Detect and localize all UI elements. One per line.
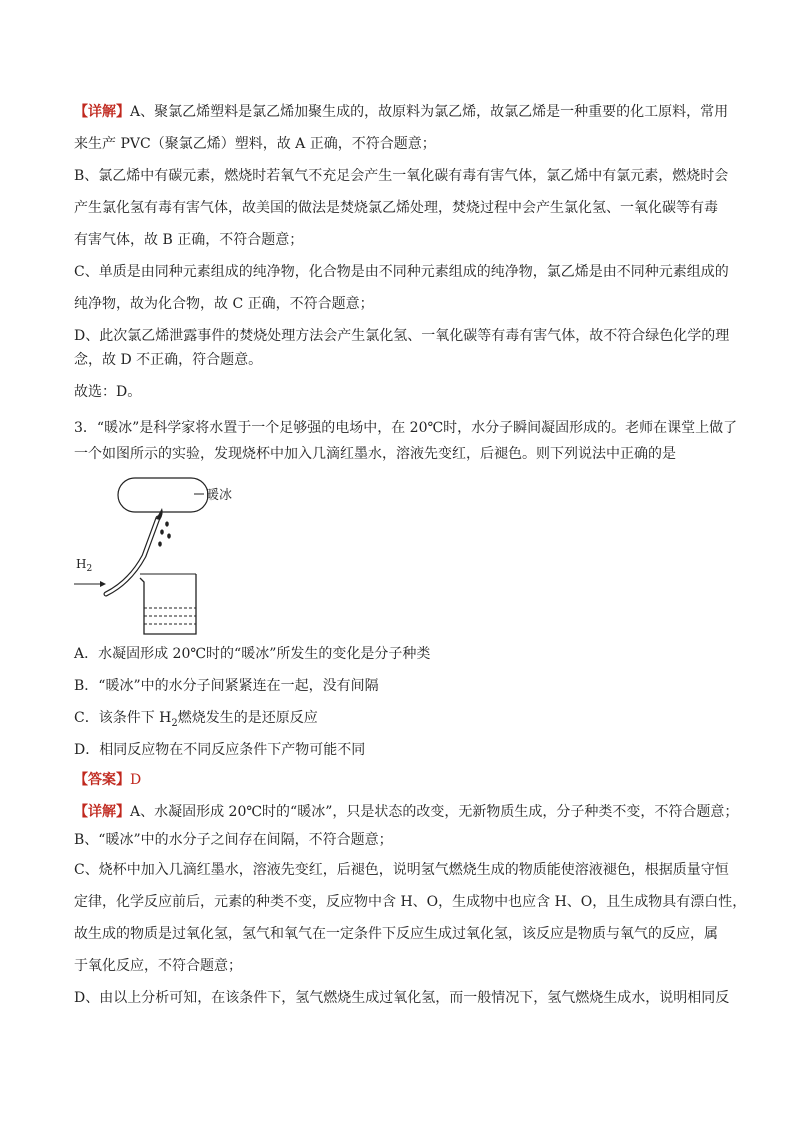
explain2-line-4: 定律，化学反应前后，元素的种类不变，反应物中含 H、O，生成物中也应含 H、O，且生成物具有漂白性， <box>74 894 747 910</box>
explain2-line-2: B、“暖冰”中的水分子之间存在间隔，不符合题意； <box>74 832 393 848</box>
answer-label: 【答案】 <box>74 772 130 788</box>
explain-line-7: 纯净物，故为化合物，故 C 正确，不符合题意； <box>74 296 374 312</box>
explain-line-3: B、氯乙烯中有碳元素，燃烧时若氧气不充足会产生一氧化碳有毒有害气体，氯乙烯中有氯元素，燃烧时会 <box>74 168 729 184</box>
answer-line <box>74 770 141 790</box>
experiment-figure <box>70 474 280 644</box>
explain2-line-3: C、烧杯中加入几滴红墨水，溶液先变红，后褪色，说明氢气燃烧生成的物质能使溶液褪色，根据质量守恒 <box>74 862 729 878</box>
warm-ice-block <box>118 478 208 512</box>
option-a: A．水凝固形成 20℃时的“暖冰”所发生的变化是分子种类 <box>74 646 431 662</box>
option-c: C．该条件下 $H_2$燃烧发生的是还原反应 <box>74 710 318 729</box>
answer-value: D <box>130 772 142 788</box>
ice-label: 暖冰 <box>206 488 233 503</box>
gas-tube-inner <box>106 518 158 594</box>
arrow-head-icon <box>100 581 106 587</box>
explain2-line-6: 于氧化反应，不符合题意； <box>74 958 242 974</box>
explain-line-2: 来生产 PVC（聚氯乙烯）塑料，故 A 正确，不符合题意； <box>74 136 436 152</box>
explain-line-8: D、此次氯乙烯泄露事件的焚烧处理方法会产生氯化氢、一氧化碳等有毒有害气体，故不符合绿色化学的理 <box>74 328 730 344</box>
droplet-icon <box>158 541 162 546</box>
flame-icon <box>156 508 163 520</box>
explain-line-5: 有害气体，故 B 正确，不符合题意； <box>74 232 304 248</box>
explain2-line-1: 【详解】A、水凝固形成 20℃时的“暖冰”，只是状态的改变，无新物质生成，分子种类不变，不符合题意； <box>74 804 739 820</box>
explain2-line-7: D、由以上分析可知，在该条件下，氢气燃烧生成过氧化氢，而一般情况下，氢气燃烧生成水，说明相同反 <box>74 990 730 1006</box>
explain2-line-5: 故生成的物质是过氧化氢，氢气和氧气在一定条件下反应生成过氧化氢，该反应是物质与氧气的反应，属 <box>74 926 718 942</box>
explain2-label: 【详解】 <box>74 804 130 820</box>
droplet-icon <box>167 533 171 538</box>
beaker <box>140 574 196 634</box>
explain-line-1 <box>74 102 728 122</box>
droplet-icon <box>160 529 164 534</box>
question-line-2: 一个如图所示的实验，发现烧杯中加入几滴红墨水，溶液先变红，后褪色。则下列说法中正确的是 <box>74 446 676 462</box>
explain-label: 【详解】 <box>74 104 130 120</box>
explain-line-9: 念，故 D 不正确，符合题意。 <box>74 352 263 368</box>
gas-label: $H_2$ <box>76 557 93 574</box>
gas-tube <box>106 518 158 594</box>
choose-line: 故选：D。 <box>74 384 142 400</box>
explain-line-4: 产生氯化氢有毒有害气体，故美国的做法是焚烧氯乙烯处理，焚烧过程中会产生氯化氢、一氧化碳等有毒 <box>74 200 718 216</box>
option-d: D．相同反应物在不同反应条件下产物可能不同 <box>74 742 366 758</box>
question-line-1: 3．“暖冰”是科学家将水置于一个足够强的电场中，在 20℃时，水分子瞬间凝固形成的。老师在课堂上做了 <box>74 420 738 436</box>
explain-text: A、聚氯乙烯塑料是氯乙烯加聚生成的，故原料为氯乙烯，故氯乙烯是一种重要的化工原料，常用 <box>130 104 729 120</box>
droplet-icon <box>165 521 169 526</box>
explain-line-6: C、单质是由同种元素组成的纯净物，化合物是由不同种元素组成的纯净物，氯乙烯是由不同种元素组成的 <box>74 264 729 280</box>
option-b: B．“暖冰”中的水分子间紧紧连在一起，没有间隔 <box>74 678 379 694</box>
